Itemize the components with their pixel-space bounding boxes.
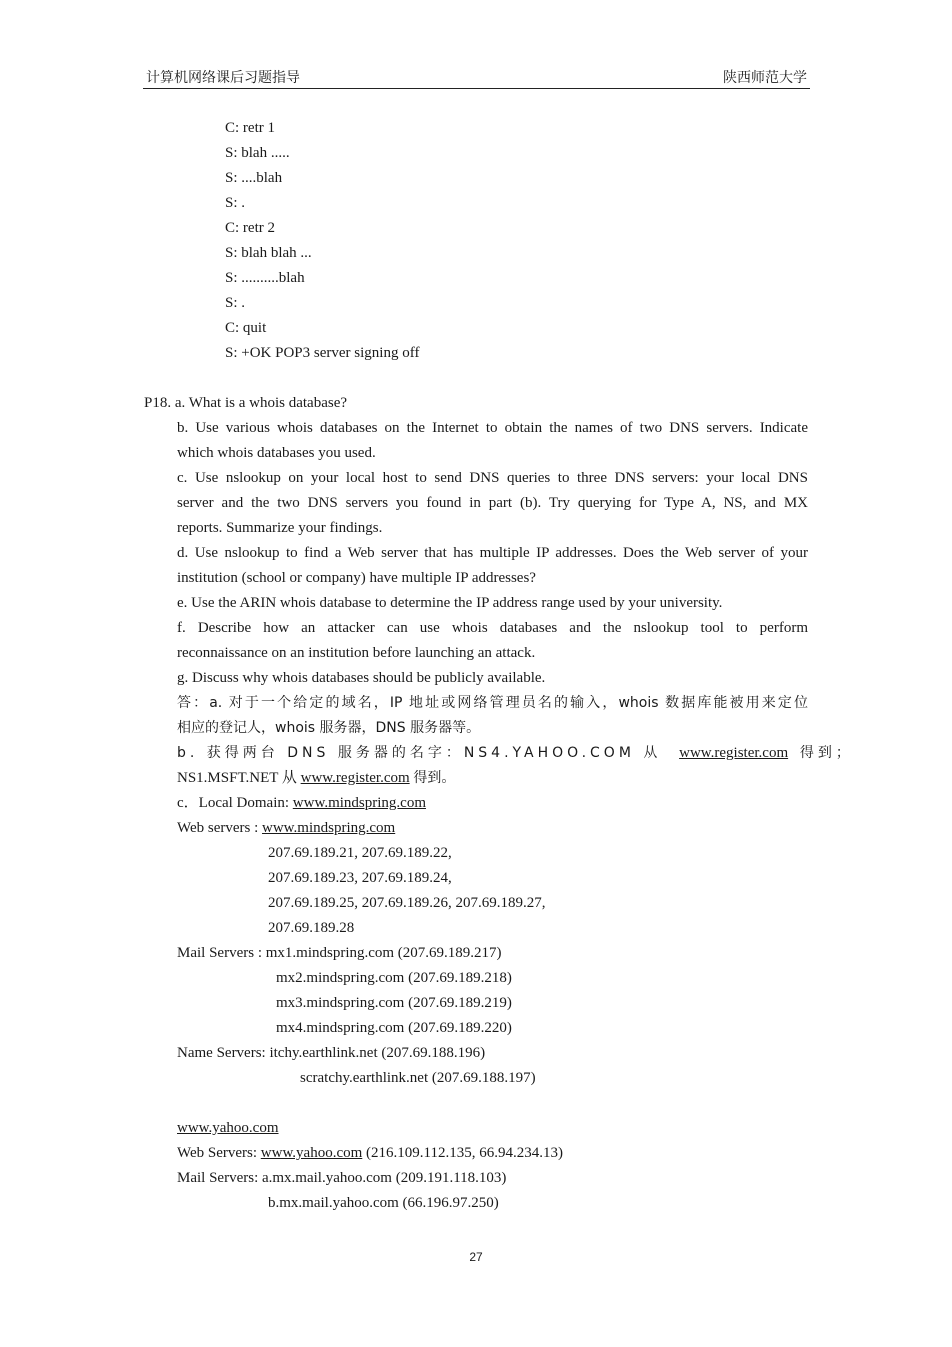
answer-a-line1: 答：a. 对于一个给定的域名，IP 地址或网络管理员名的输入，whois 数据库能被用来定位 bbox=[177, 695, 808, 711]
mindspring-web-link[interactable]: www.mindspring.com bbox=[262, 820, 396, 836]
register-link[interactable]: www.register.com bbox=[679, 745, 789, 761]
mail-server-entry: mx3.mindspring.com (207.69.189.219) bbox=[276, 995, 512, 1011]
web-ip-line: 207.69.189.28 bbox=[268, 920, 355, 936]
mindspring-link[interactable]: www.mindspring.com bbox=[292, 795, 426, 811]
yahoo-mail-entry: b.mx.mail.yahoo.com (66.196.97.250) bbox=[268, 1195, 499, 1211]
question-b-line1: b. Use various whois databases on the Internet to obtain the names of two DNS servers. Indicate bbox=[177, 420, 808, 436]
question-c-line1: c. Use nslookup on your local host to send DNS queries to three DNS servers: your local DNS bbox=[177, 470, 808, 486]
answer-b-suffix: 得到； bbox=[799, 745, 854, 761]
mail-server-entry: mx1.mindspring.com (207.69.189.217) bbox=[265, 945, 502, 961]
pop3-line: C: retr 2 bbox=[225, 220, 275, 236]
yahoo-mail-servers-label: Mail Servers: bbox=[177, 1170, 259, 1186]
pop3-line: S: blah blah ... bbox=[225, 245, 312, 261]
name-servers-label: Name Servers: bbox=[177, 1045, 266, 1061]
pop3-line: S: . bbox=[225, 195, 246, 211]
answer-b-line1 bbox=[177, 741, 854, 766]
pop3-line: S: ..........blah bbox=[225, 270, 305, 286]
answer-b2-text: NS1.MSFT.NET 从 bbox=[177, 770, 297, 786]
name-server-entry: itchy.earthlink.net (207.69.188.196) bbox=[269, 1045, 486, 1061]
yahoo-web-servers-label: Web Servers: bbox=[177, 1145, 258, 1161]
mail-servers-row bbox=[177, 941, 502, 966]
name-servers-row bbox=[177, 1041, 485, 1066]
yahoo-web-ips: (216.109.112.135, 66.94.234.13) bbox=[366, 1145, 563, 1161]
register-link[interactable]: www.register.com bbox=[300, 770, 410, 786]
answer-b-line2 bbox=[177, 766, 455, 791]
mail-servers-label: Mail Servers : bbox=[177, 945, 262, 961]
answer-b-text: b. 获得两台 DNS 服务器的名字：NS4.YAHOO.COM 从 bbox=[177, 745, 662, 761]
pop3-line: C: quit bbox=[225, 320, 267, 336]
pop3-line: S: . bbox=[225, 295, 246, 311]
web-ip-line: 207.69.189.25, 207.69.189.26, 207.69.189.27, bbox=[268, 895, 546, 911]
pop3-line: S: ....blah bbox=[225, 170, 283, 186]
question-b-line2: which whois databases you used. bbox=[177, 445, 376, 461]
yahoo-mail-entry: a.mx.mail.yahoo.com (209.191.118.103) bbox=[261, 1170, 507, 1186]
question-c-line2: server and the two DNS servers you found in part (b). Try querying for Type A, NS, and MX bbox=[177, 495, 808, 511]
yahoo-link[interactable]: www.yahoo.com bbox=[177, 1120, 279, 1136]
pop3-line: S: blah ..... bbox=[225, 145, 290, 161]
web-servers-row bbox=[177, 816, 395, 841]
question-c-line3: reports. Summarize your findings. bbox=[177, 520, 383, 536]
local-domain-label: c．Local Domain: bbox=[177, 795, 290, 811]
question-a: P18. a. What is a whois database? bbox=[144, 395, 348, 411]
yahoo-web-servers-row bbox=[177, 1141, 563, 1166]
web-ip-line: 207.69.189.21, 207.69.189.22, bbox=[268, 845, 452, 861]
question-f-line1: f. Describe how an attacker can use whois databases and the nslookup tool to perform bbox=[177, 620, 808, 636]
answer-c-local-domain bbox=[177, 791, 426, 816]
question-e: e. Use the ARIN whois database to determine the IP address range used by your university. bbox=[177, 595, 723, 611]
question-g: g. Discuss why whois databases should be publicly available. bbox=[177, 670, 546, 686]
header-course-title: 计算机网络课后习题指导 bbox=[146, 70, 300, 86]
pop3-line: C: retr 1 bbox=[225, 120, 275, 136]
question-f-line2: reconnaissance on an institution before launching an attack. bbox=[177, 645, 536, 661]
header-university: 陕西师范大学 bbox=[723, 70, 807, 86]
answer-b2-suffix: 得到。 bbox=[413, 770, 456, 786]
pop3-line: S: +OK POP3 server signing off bbox=[225, 345, 420, 361]
answer-a-line2: 相应的登记人，whois 服务器，DNS 服务器等。 bbox=[177, 720, 481, 736]
mail-server-entry: mx2.mindspring.com (207.69.189.218) bbox=[276, 970, 512, 986]
yahoo-web-link[interactable]: www.yahoo.com bbox=[260, 1145, 363, 1161]
web-ip-line: 207.69.189.23, 207.69.189.24, bbox=[268, 870, 452, 886]
question-d-line1: d. Use nslookup to find a Web server that has multiple IP addresses. Does the Web server of your bbox=[177, 545, 808, 561]
web-servers-label: Web servers : bbox=[177, 820, 259, 836]
mail-server-entry: mx4.mindspring.com (207.69.189.220) bbox=[276, 1020, 512, 1036]
yahoo-mail-servers-row bbox=[177, 1166, 506, 1191]
header-rule bbox=[143, 88, 810, 89]
name-server-entry: scratchy.earthlink.net (207.69.188.197) bbox=[300, 1070, 536, 1086]
page-number: 27 bbox=[469, 1250, 483, 1264]
question-d-line2: institution (school or company) have multiple IP addresses? bbox=[177, 570, 536, 586]
